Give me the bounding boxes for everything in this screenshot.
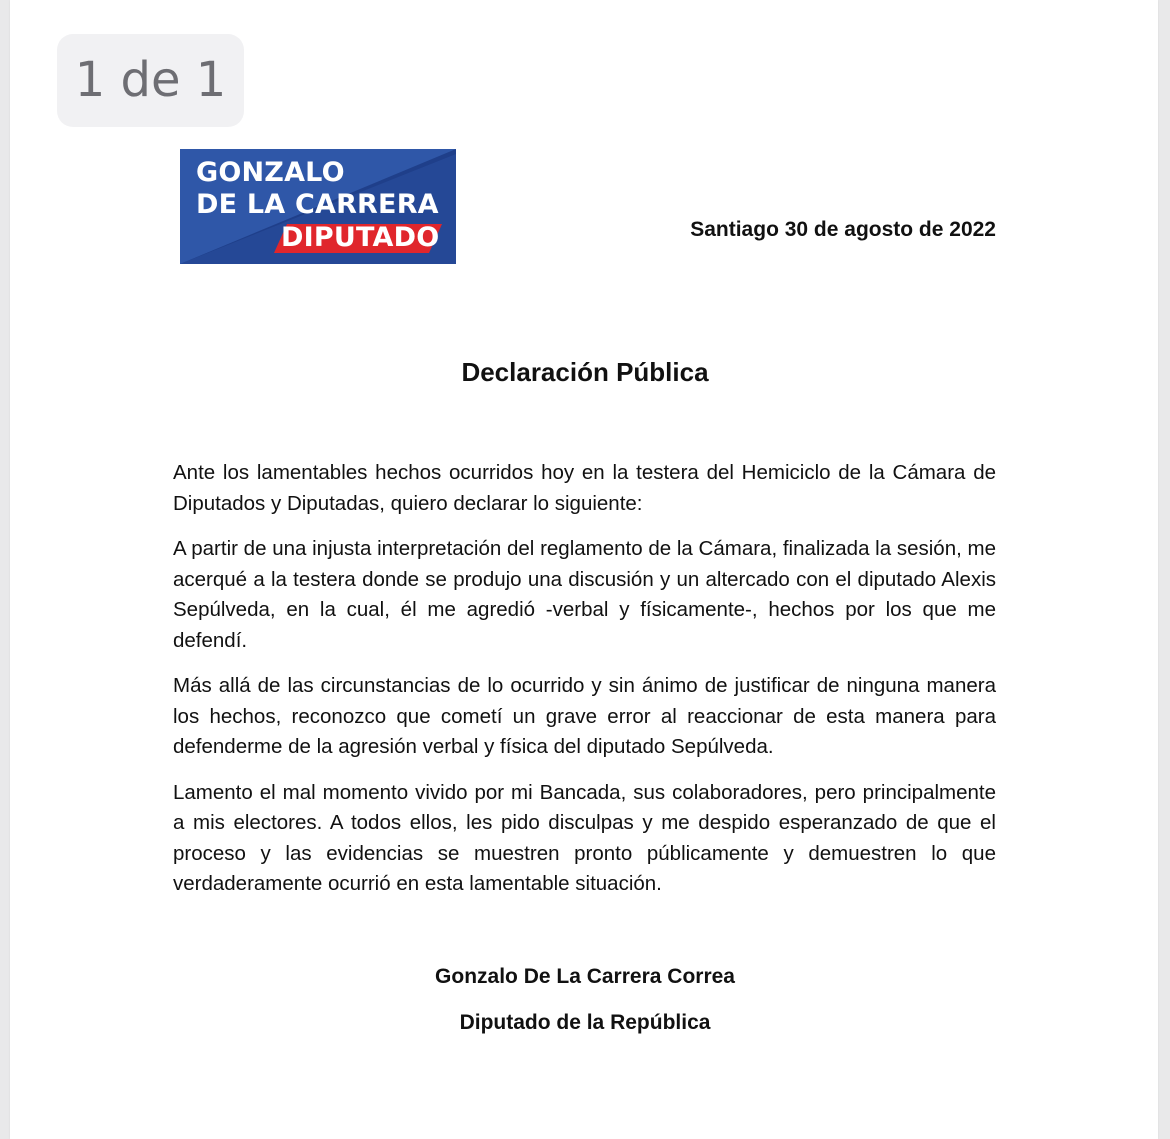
paragraph: Más allá de las circunstancias de lo ocurrido y sin ánimo de justificar de ninguna manera los hechos, reconozco que cometí un grave error al reaccionar de esta manera para defenderme de la agresión verbal y física del diputado Sepúlveda. [173, 674, 996, 758]
page-counter-badge: 1 de 1 [57, 34, 244, 127]
logo-name-first: GONZALO [196, 157, 345, 188]
logo-role: DIPUTADO [281, 222, 440, 253]
paragraph: Ante los lamentables hechos ocurridos hoy en la testera del Hemiciclo de la Cámara de Diputados y Diputadas, quiero declarar lo siguiente: [173, 461, 996, 515]
paragraph: Lamento el mal momento vivido por mi Bancada, sus colaboradores, pero principalmente a mis electores. A todos ellos, les pido disculpas y me despido esperanzado de que el proceso y las evidencias se muestren pronto públicamente y demuestren lo que verdaderamente ocurrió en esta lamentable situación. [173, 780, 996, 895]
signature-name: Gonzalo De La Carrera Correa [435, 965, 735, 988]
document-body [173, 458, 996, 915]
campaign-logo [180, 149, 456, 264]
document-date: Santiago 30 de agosto de 2022 [690, 218, 996, 241]
signature-role: Diputado de la República [459, 1011, 711, 1034]
paragraph: A partir de una injusta interpretación del reglamento de la Cámara, finalizada la sesión, me acerqué a la testera donde se produjo una discusión y un altercado con el diputado Alexis Sepúlveda, en la cual, él me agredió -verbal y físicamente-, hechos por los que me defendí. [173, 537, 996, 652]
document-title: Declaración Pública [461, 357, 709, 387]
logo-name-last: DE LA CARRERA [196, 189, 439, 220]
